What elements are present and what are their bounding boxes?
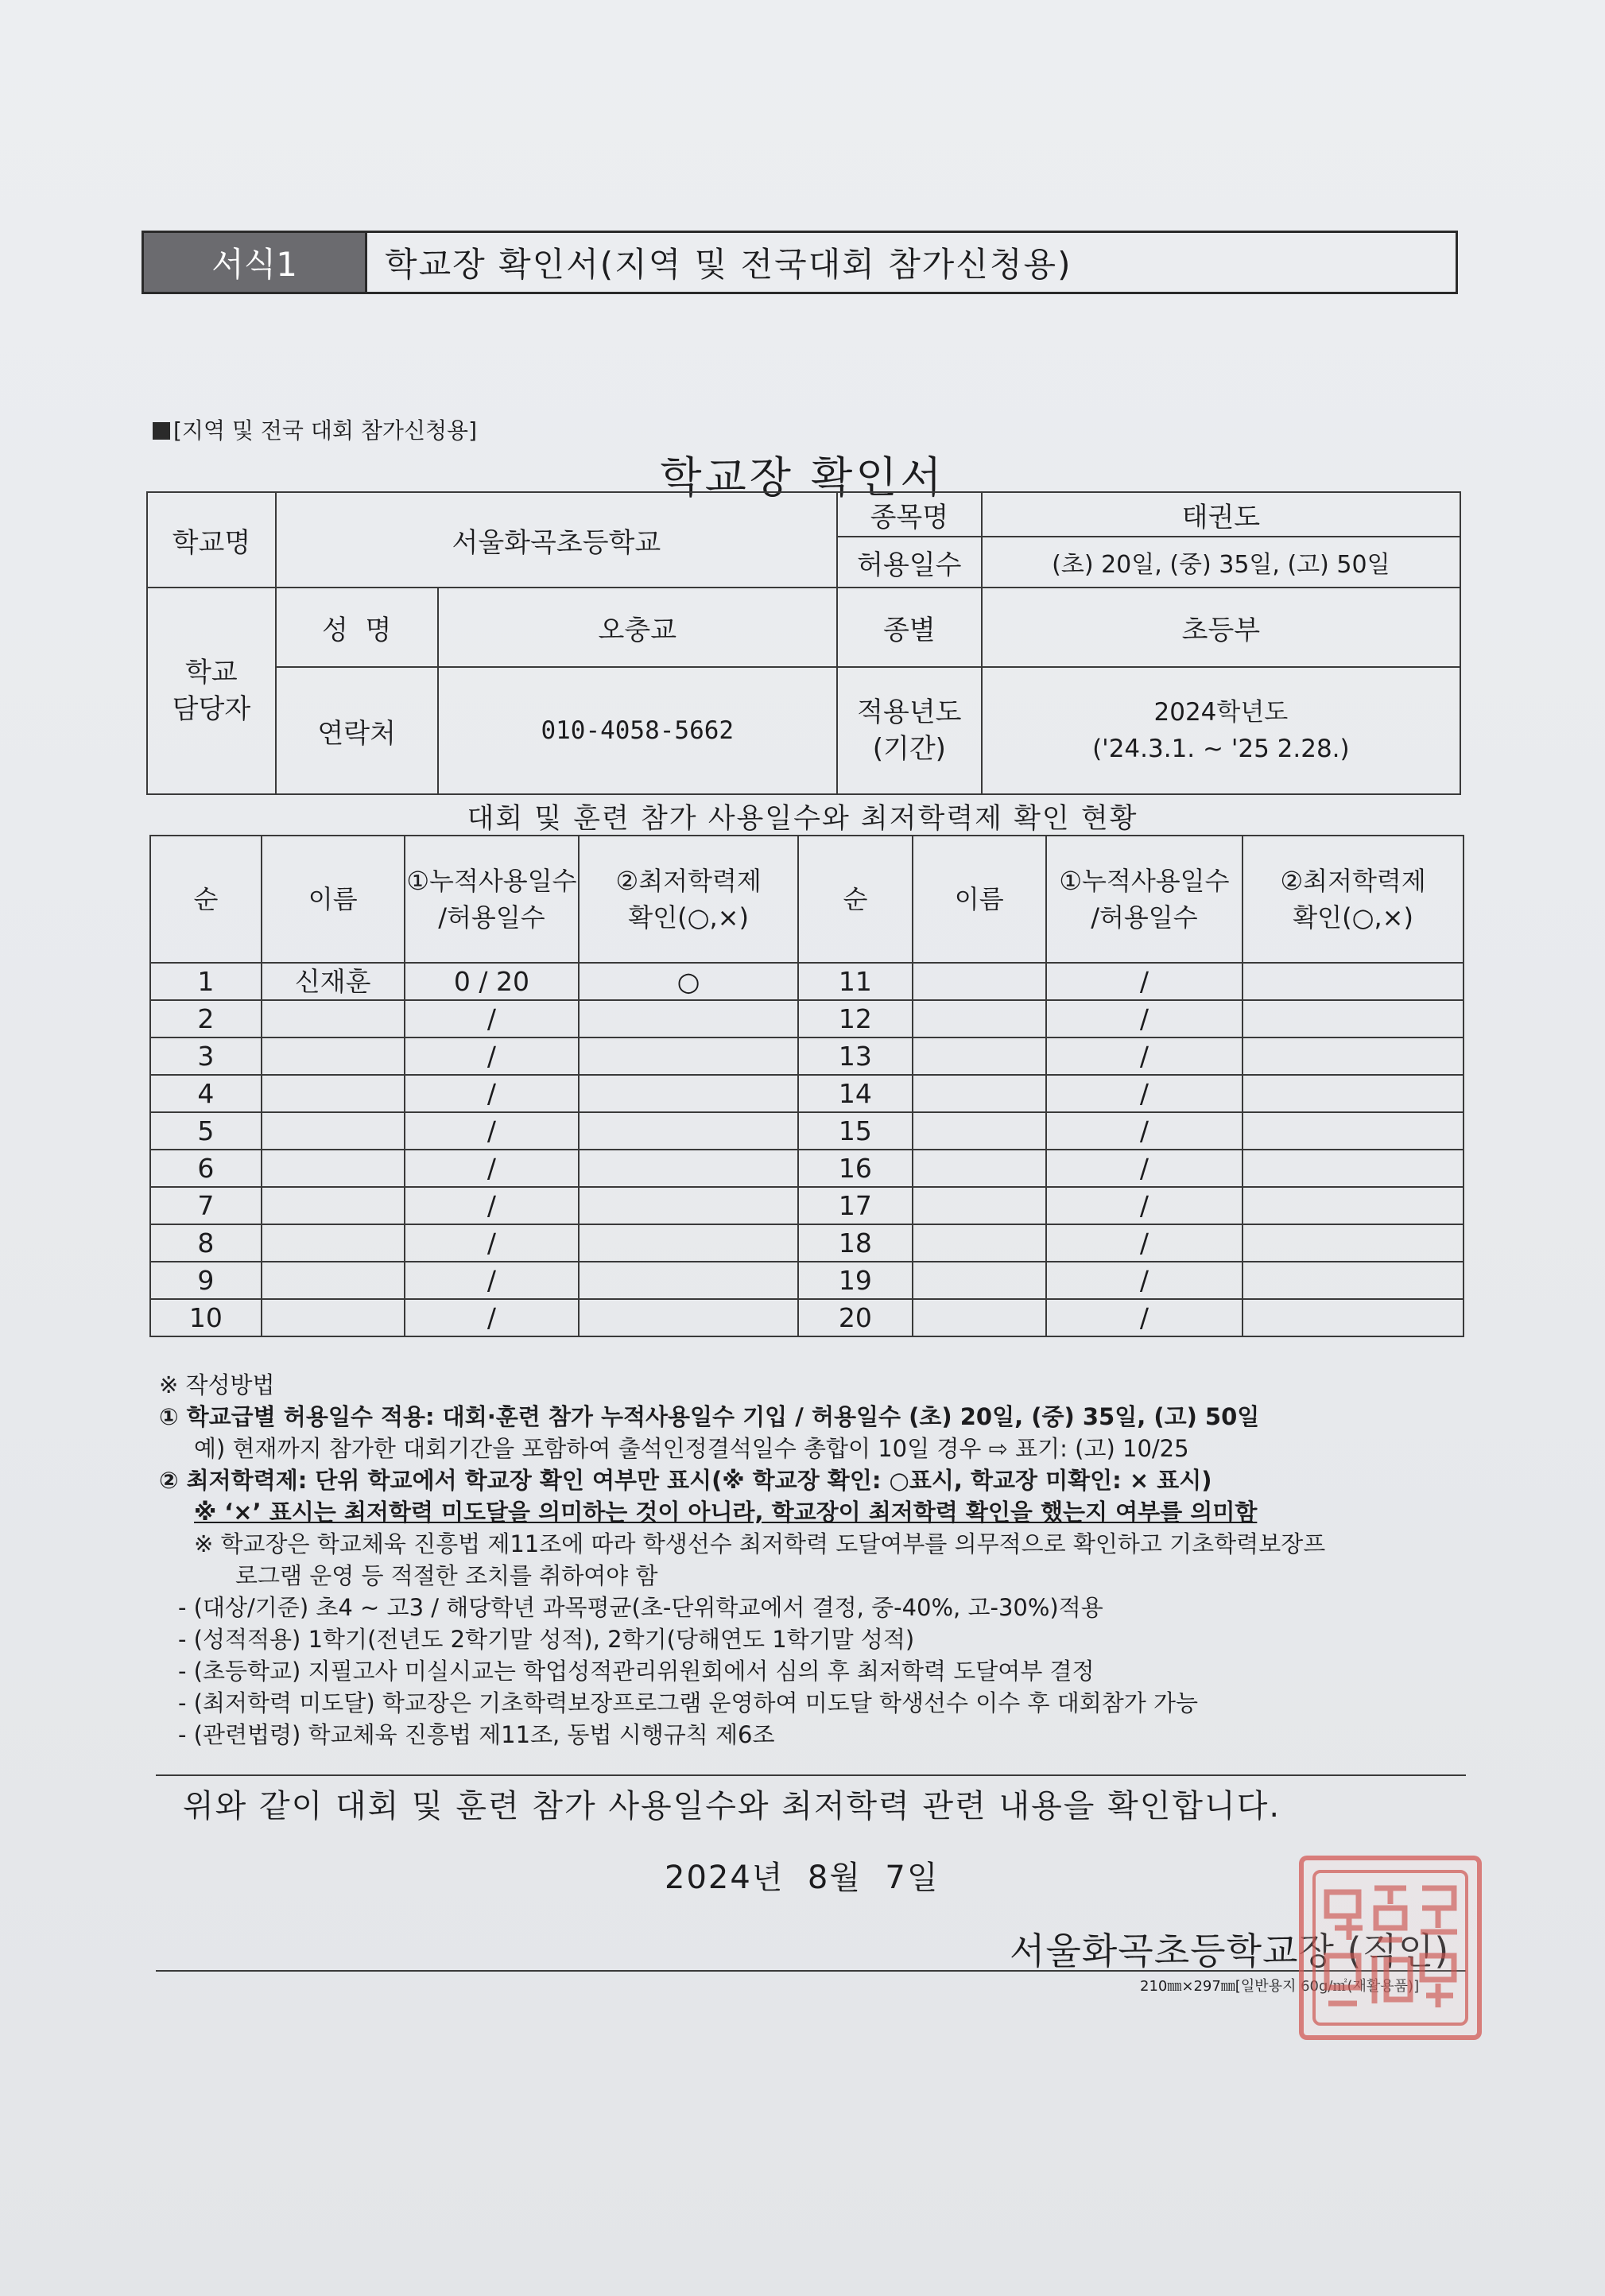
row-number-cell: 10 bbox=[150, 1299, 262, 1336]
name-label: 성 명 bbox=[276, 588, 438, 667]
student-name-cell bbox=[913, 1000, 1046, 1037]
min-academic-check-cell bbox=[1243, 1224, 1463, 1262]
min-academic-check-cell bbox=[579, 1112, 798, 1150]
allowed-days-value: (초) 20일, (중) 35일, (고) 50일 bbox=[982, 537, 1460, 588]
min-academic-check-cell bbox=[1243, 1000, 1463, 1037]
detail-grades: - (성적적용) 1학기(전년도 2학기말 성적), 2학기(당해연도 1학기말 성적) bbox=[178, 1626, 915, 1653]
row-number-cell: 16 bbox=[798, 1150, 913, 1187]
row-number-cell: 17 bbox=[798, 1187, 913, 1224]
used-days-cell: / bbox=[405, 1224, 580, 1262]
used-days-cell: 0 / 20 bbox=[405, 963, 580, 1000]
used-days-cell: / bbox=[405, 1000, 580, 1037]
student-name-cell bbox=[913, 1112, 1046, 1150]
row-number-cell: 2 bbox=[150, 1000, 262, 1037]
student-name-cell bbox=[262, 1224, 405, 1262]
student-name-cell bbox=[913, 1262, 1046, 1299]
status-table-header-cell: 순 bbox=[150, 836, 262, 963]
student-name-cell bbox=[913, 1299, 1046, 1336]
document-title: 학교장 확인서 bbox=[660, 452, 945, 502]
instruction-2-note-b-cont: 로그램 운영 등 적절한 조치를 취하여야 함 bbox=[235, 1562, 658, 1589]
row-number-cell: 8 bbox=[150, 1224, 262, 1262]
row-number-cell: 19 bbox=[798, 1262, 913, 1299]
student-name-cell bbox=[262, 1037, 405, 1075]
min-academic-check-cell bbox=[1243, 963, 1463, 1000]
divider bbox=[156, 1970, 1466, 1972]
detail-elementary: - (초등학교) 지필고사 미실시교는 학업성적관리위원회에서 심의 후 최저학력 도달여부 결정 bbox=[178, 1658, 1095, 1685]
division-label: 종별 bbox=[837, 588, 982, 667]
student-name-cell bbox=[913, 1150, 1046, 1187]
instructions-heading: ※ 작성방법 bbox=[159, 1371, 275, 1398]
min-academic-check-cell bbox=[1243, 1150, 1463, 1187]
allowed-days-label: 허용일수 bbox=[837, 537, 982, 588]
row-number-cell: 18 bbox=[798, 1224, 913, 1262]
student-name-cell bbox=[262, 1187, 405, 1224]
form-subheading: [지역 및 전국 대회 참가신청용] bbox=[153, 413, 477, 445]
instruction-1: ① 학교급별 허용일수 적용: 대회·훈련 참가 누적사용일수 기입 / 허용일수 (초) 20일, (중) 35일, (고) 50일 bbox=[159, 1403, 1260, 1430]
table-row bbox=[150, 1187, 1463, 1224]
table-row bbox=[150, 963, 1463, 1000]
row-number-cell: 1 bbox=[150, 963, 262, 1000]
table-row bbox=[150, 1150, 1463, 1187]
min-academic-check-cell bbox=[1243, 1262, 1463, 1299]
form-banner-title: 학교장 확인서(지역 및 전국대회 참가신청용) bbox=[385, 245, 1072, 284]
student-name-cell bbox=[262, 1075, 405, 1112]
confirmation-statement: 위와 같이 대회 및 훈련 참가 사용일수와 최저학력 관련 내용을 확인합니다. bbox=[183, 1788, 1281, 1825]
student-name-cell bbox=[913, 1037, 1046, 1075]
row-number-cell: 13 bbox=[798, 1037, 913, 1075]
issue-date: 2024년 8월 7일 bbox=[665, 1860, 940, 1896]
table-row bbox=[150, 1037, 1463, 1075]
used-days-cell: / bbox=[405, 1037, 580, 1075]
row-number-cell: 4 bbox=[150, 1075, 262, 1112]
square-bullet-icon bbox=[153, 422, 170, 440]
min-academic-check-cell bbox=[579, 1224, 798, 1262]
division-value: 초등부 bbox=[982, 588, 1460, 667]
name-value: 오충교 bbox=[438, 588, 837, 667]
used-days-cell: / bbox=[1046, 1224, 1243, 1262]
table-row bbox=[150, 1075, 1463, 1112]
used-days-cell: / bbox=[405, 1262, 580, 1299]
status-table-header-cell: ②최저학력제 확인(○,×) bbox=[1243, 836, 1463, 963]
year-value: 2024학년도 ('24.3.1. ~ '25 2.28.) bbox=[982, 667, 1460, 794]
divider bbox=[156, 1774, 1466, 1776]
min-academic-check-cell bbox=[579, 1075, 798, 1112]
student-name-cell bbox=[262, 1299, 405, 1336]
row-number-cell: 15 bbox=[798, 1112, 913, 1150]
row-number-cell: 3 bbox=[150, 1037, 262, 1075]
row-number-cell: 14 bbox=[798, 1075, 913, 1112]
min-academic-check-cell bbox=[1243, 1299, 1463, 1336]
manager-label: 학교 담당자 bbox=[147, 588, 276, 794]
min-academic-check-cell bbox=[1243, 1037, 1463, 1075]
detail-target: - (대상/기준) 초4 ~ 고3 / 해당학년 과목평균(초-단위학교에서 결정, 중-40%, 고-30%)적용 bbox=[178, 1594, 1103, 1621]
student-name-cell bbox=[262, 1112, 405, 1150]
row-number-cell: 20 bbox=[798, 1299, 913, 1336]
used-days-cell: / bbox=[1046, 1299, 1243, 1336]
table-row bbox=[150, 1112, 1463, 1150]
row-number-cell: 11 bbox=[798, 963, 913, 1000]
used-days-cell: / bbox=[1046, 963, 1243, 1000]
paper-spec: 210㎜×297㎜[일반용지 60g/㎡(재활용품)] bbox=[1140, 1978, 1420, 1995]
used-days-cell: / bbox=[405, 1112, 580, 1150]
used-days-cell: / bbox=[1046, 1037, 1243, 1075]
student-name-cell bbox=[913, 1224, 1046, 1262]
instruction-1-example: 예) 현재까지 참가한 대회기간을 포함하여 출석인정결석일수 총합이 10일 경우 ⇨ 표기: (고) 10/25 bbox=[194, 1435, 1189, 1462]
principal-signature-line: 서울화곡초등학교장 (직인) bbox=[1010, 1929, 1450, 1972]
status-section-title: 대회 및 훈련 참가 사용일수와 최저학력제 확인 현황 bbox=[467, 803, 1138, 835]
student-name-cell bbox=[913, 963, 1046, 1000]
status-table-header bbox=[150, 836, 1463, 963]
row-number-cell: 12 bbox=[798, 1000, 913, 1037]
table-row bbox=[150, 1299, 1463, 1336]
min-academic-check-cell: ○ bbox=[579, 963, 798, 1000]
student-name-cell bbox=[262, 1150, 405, 1187]
student-name-cell bbox=[913, 1075, 1046, 1112]
event-value: 태권도 bbox=[982, 492, 1460, 537]
min-academic-check-cell bbox=[1243, 1112, 1463, 1150]
student-name-cell bbox=[262, 1262, 405, 1299]
min-academic-check-cell bbox=[579, 1037, 798, 1075]
min-academic-check-cell bbox=[579, 1000, 798, 1037]
detail-below-standard: - (최저학력 미도달) 학교장은 기초학력보장프로그램 운영하여 미도달 학생선수 이수 후 대회참가 가능 bbox=[178, 1689, 1199, 1716]
status-table-body bbox=[150, 963, 1463, 1336]
instructions bbox=[159, 1369, 1463, 1751]
instruction-2-note-a: ※ ‘×’ 표시는 최저학력 미도달을 의미하는 것이 아니라, 학교장이 최저학력 확인을 했는지 여부를 의미함 bbox=[194, 1499, 1258, 1526]
status-table bbox=[149, 835, 1464, 1337]
official-seal bbox=[1299, 1856, 1482, 2040]
used-days-cell: / bbox=[1046, 1000, 1243, 1037]
school-value: 서울화곡초등학교 bbox=[276, 492, 837, 588]
student-name-cell bbox=[913, 1187, 1046, 1224]
used-days-cell: / bbox=[405, 1187, 580, 1224]
min-academic-check-cell bbox=[1243, 1075, 1463, 1112]
used-days-cell: / bbox=[1046, 1112, 1243, 1150]
row-number-cell: 5 bbox=[150, 1112, 262, 1150]
min-academic-check-cell bbox=[579, 1262, 798, 1299]
used-days-cell: / bbox=[405, 1075, 580, 1112]
status-table-header-cell: 이름 bbox=[262, 836, 405, 963]
used-days-cell: / bbox=[405, 1299, 580, 1336]
instruction-2-note-b: ※ 학교장은 학교체육 진흥법 제11조에 따라 학생선수 최저학력 도달여부를 의무적으로 확인하고 기초학력보장프 bbox=[194, 1530, 1326, 1557]
row-number-cell: 9 bbox=[150, 1262, 262, 1299]
contact-label: 연락처 bbox=[276, 667, 438, 794]
min-academic-check-cell bbox=[579, 1299, 798, 1336]
row-number-cell: 7 bbox=[150, 1187, 262, 1224]
used-days-cell: / bbox=[1046, 1262, 1243, 1299]
form-banner bbox=[142, 231, 1458, 294]
seal-stamp-icon bbox=[1311, 1868, 1470, 2027]
table-row bbox=[150, 1262, 1463, 1299]
form-number: 서식1 bbox=[144, 233, 367, 292]
status-table-header-cell: ①누적사용일수 /허용일수 bbox=[1046, 836, 1243, 963]
min-academic-check-cell bbox=[1243, 1187, 1463, 1224]
student-name-cell: 신재훈 bbox=[262, 963, 405, 1000]
status-table-header-cell: ②최저학력제 확인(○,×) bbox=[579, 836, 798, 963]
used-days-cell: / bbox=[1046, 1150, 1243, 1187]
student-name-cell bbox=[262, 1000, 405, 1037]
year-label: 적용년도 (기간) bbox=[837, 667, 982, 794]
instruction-2: ② 최저학력제: 단위 학교에서 학교장 확인 여부만 표시(※ 학교장 확인: ○표시, 학교장 미확인: × 표시) bbox=[159, 1467, 1212, 1494]
used-days-cell: / bbox=[1046, 1075, 1243, 1112]
table-row bbox=[150, 1224, 1463, 1262]
status-table-header-cell: 이름 bbox=[913, 836, 1046, 963]
info-table bbox=[146, 491, 1461, 795]
status-table-header-cell: ①누적사용일수 /허용일수 bbox=[405, 836, 580, 963]
detail-law: - (관련법령) 학교체육 진흥법 제11조, 동법 시행규칙 제6조 bbox=[178, 1721, 775, 1748]
school-label: 학교명 bbox=[147, 492, 276, 588]
event-label: 종목명 bbox=[837, 492, 982, 537]
used-days-cell: / bbox=[405, 1150, 580, 1187]
status-table-header-cell: 순 bbox=[798, 836, 913, 963]
min-academic-check-cell bbox=[579, 1150, 798, 1187]
min-academic-check-cell bbox=[579, 1187, 798, 1224]
row-number-cell: 6 bbox=[150, 1150, 262, 1187]
contact-value: 010-4058-5662 bbox=[438, 667, 837, 794]
used-days-cell: / bbox=[1046, 1187, 1243, 1224]
table-row bbox=[150, 1000, 1463, 1037]
